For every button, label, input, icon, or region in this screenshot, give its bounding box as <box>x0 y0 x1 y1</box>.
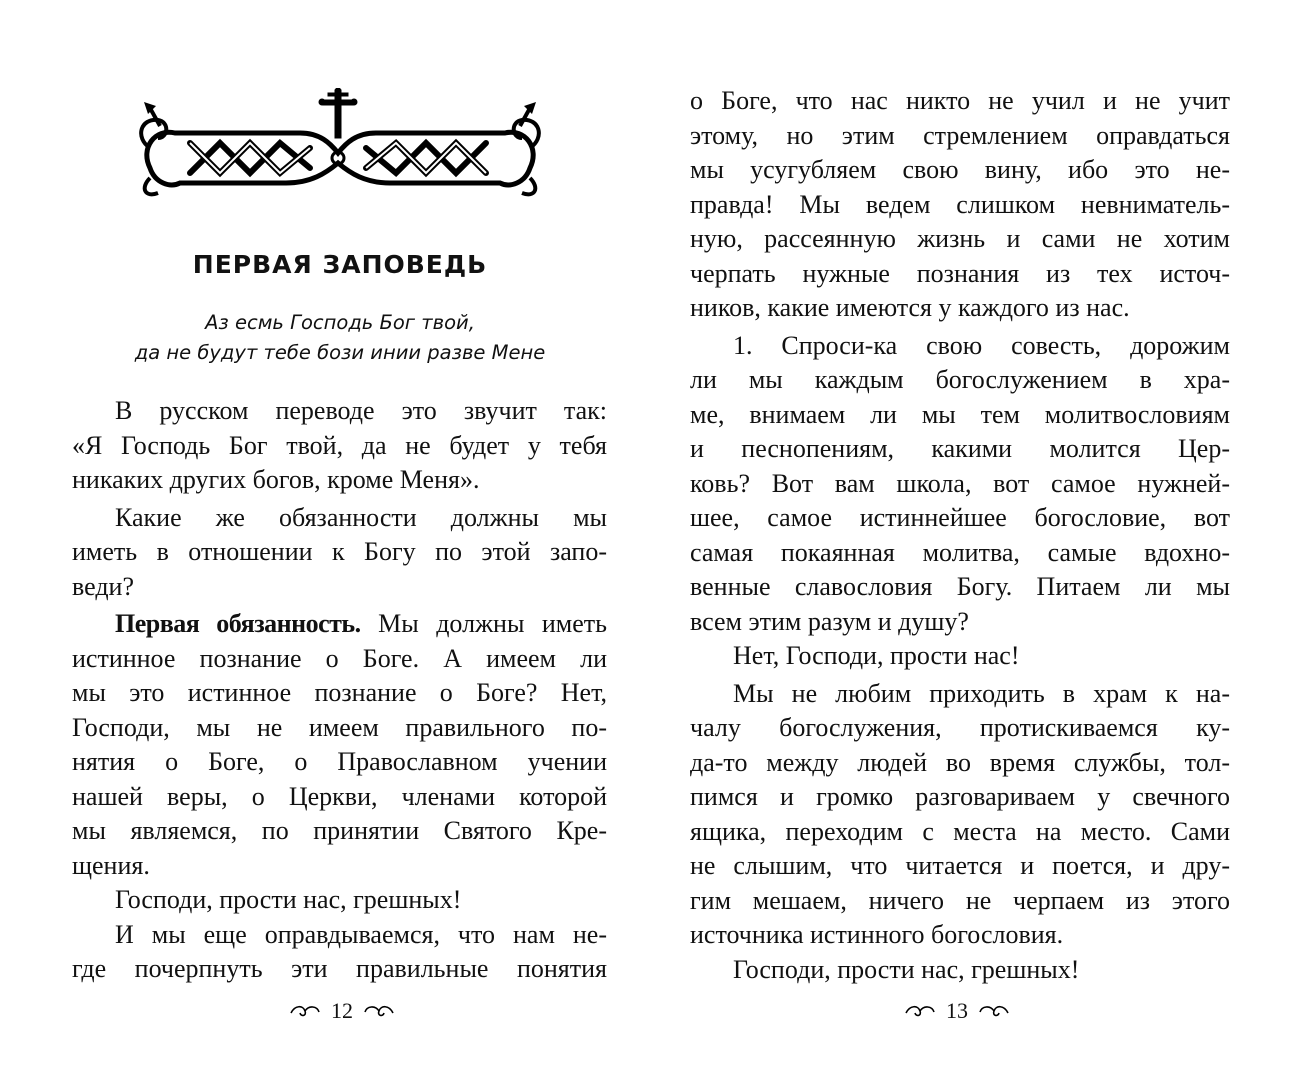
text-line: да-то между людей во время службы, тол- <box>690 747 1230 777</box>
swirl-left-icon <box>904 1003 936 1019</box>
text-line: ную, рассеянную жизнь и сами не хотим <box>690 224 1230 253</box>
text-line: правда! Мы ведем слишком невниматель- <box>690 189 1230 219</box>
page-number-text: 12 <box>331 998 353 1023</box>
text-line: пимся и громко разговариваем у свечного <box>690 782 1230 811</box>
text-line: ящика, переходим с места на место. Сами <box>690 816 1230 846</box>
text-line: не слышим, что читается и поется, и дру- <box>690 851 1230 880</box>
text-line: Господи, мы не имеем правильного по- <box>72 712 607 742</box>
left-body-text <box>72 394 607 987</box>
text-line: гим мешаем, ничего не черпаем из этого <box>690 885 1230 915</box>
swirl-right-icon <box>363 1003 395 1019</box>
text-line: «Я Господь Бог твой, да не будет у тебя <box>72 430 607 460</box>
swirl-left-icon <box>289 1003 321 1019</box>
text-line: чалу богослужения, протискиваемся ку- <box>690 713 1230 742</box>
celtic-knot-ornament-icon <box>130 88 550 200</box>
text-line: ли мы каждым богослужением в хра- <box>690 365 1230 394</box>
text-line: щения. <box>72 850 150 880</box>
text-line: 1. Спроси-ка свою совесть, дорожим <box>733 330 1230 360</box>
text-line: нашей веры, о Церкви, членами которой <box>72 781 607 811</box>
page-number-text: 13 <box>946 998 968 1023</box>
text-line: Какие же обязанности должны мы <box>115 502 607 532</box>
text-line: никаких других богов, кроме Меня». <box>72 465 480 494</box>
orthodox-cross-icon <box>319 88 357 138</box>
text-line: мы являемся, по принятии Святого Кре- <box>72 816 607 845</box>
text-line: мы это истинное познание о Боге? Нет, <box>72 678 607 707</box>
text-line: Господи, прости нас, грешных! <box>733 954 1080 984</box>
text-line: Мы не любим приходить в храм к на- <box>733 678 1230 708</box>
text-line: Господи, прости нас, грешных! <box>115 885 462 914</box>
bold-lead: Первая обязанность. <box>115 609 361 638</box>
text-line: черпать нужные познания из тех источ- <box>690 258 1230 288</box>
text-line: В русском переводе это звучит так: <box>115 396 607 425</box>
text-line-rest: Мы должны иметь <box>378 609 607 638</box>
text-line: о Боге, что нас никто не учил и не учит <box>690 86 1230 115</box>
text-line: Нет, Господи, прости нас! <box>733 641 1020 670</box>
text-line: и песнопениям, какими молится Цер- <box>690 434 1230 463</box>
text-line: источника истинного богословия. <box>690 920 1064 949</box>
text-line: шее, самое истиннейшее богословие, вот <box>690 503 1230 532</box>
text-line: мы усугубляем свою вину, ибо это не- <box>690 155 1230 184</box>
text-line <box>72 607 607 642</box>
text-line: ковь? Вот вам школа, вот самое нужней- <box>690 468 1230 498</box>
epigraph <box>0 308 680 368</box>
swirl-right-icon <box>978 1003 1010 1019</box>
text-line: ников, какие имеются у каждого из нас. <box>690 293 1130 322</box>
text-line: где почерпнуть эти правильные понятия <box>72 954 607 983</box>
text-line: ме, внимаем ли мы тем молитвословиям <box>690 399 1230 429</box>
text-line: иметь в отношении к Богу по этой запо- <box>72 537 607 566</box>
right-page <box>650 0 1300 1080</box>
text-line: истинное познание о Боге. А имеем ли <box>72 643 607 673</box>
epigraph-line: да не будут тебе бози инии разве Мене <box>134 341 546 364</box>
text-line: самая покаянная молитва, самые вдохно- <box>690 537 1230 567</box>
text-line: нятия о Боге, о Православном учении <box>72 747 607 776</box>
text-line: венные славословия Богу. Питаем ли мы <box>690 572 1230 601</box>
text-line: этому, но этим стремлением оправдаться <box>690 120 1230 150</box>
right-body-text <box>690 84 1230 987</box>
text-line: И мы еще оправдываемся, что нам не- <box>115 919 607 949</box>
page-number <box>887 996 1027 1026</box>
epigraph-line: Аз есмь Господь Бог твой, <box>205 311 475 334</box>
text-line: всем этим разум и душу? <box>690 606 969 636</box>
chapter-title: ПЕРВАЯ ЗАПОВЕДЬ <box>192 250 488 279</box>
text-line: веди? <box>72 571 135 601</box>
page-number <box>272 996 412 1026</box>
